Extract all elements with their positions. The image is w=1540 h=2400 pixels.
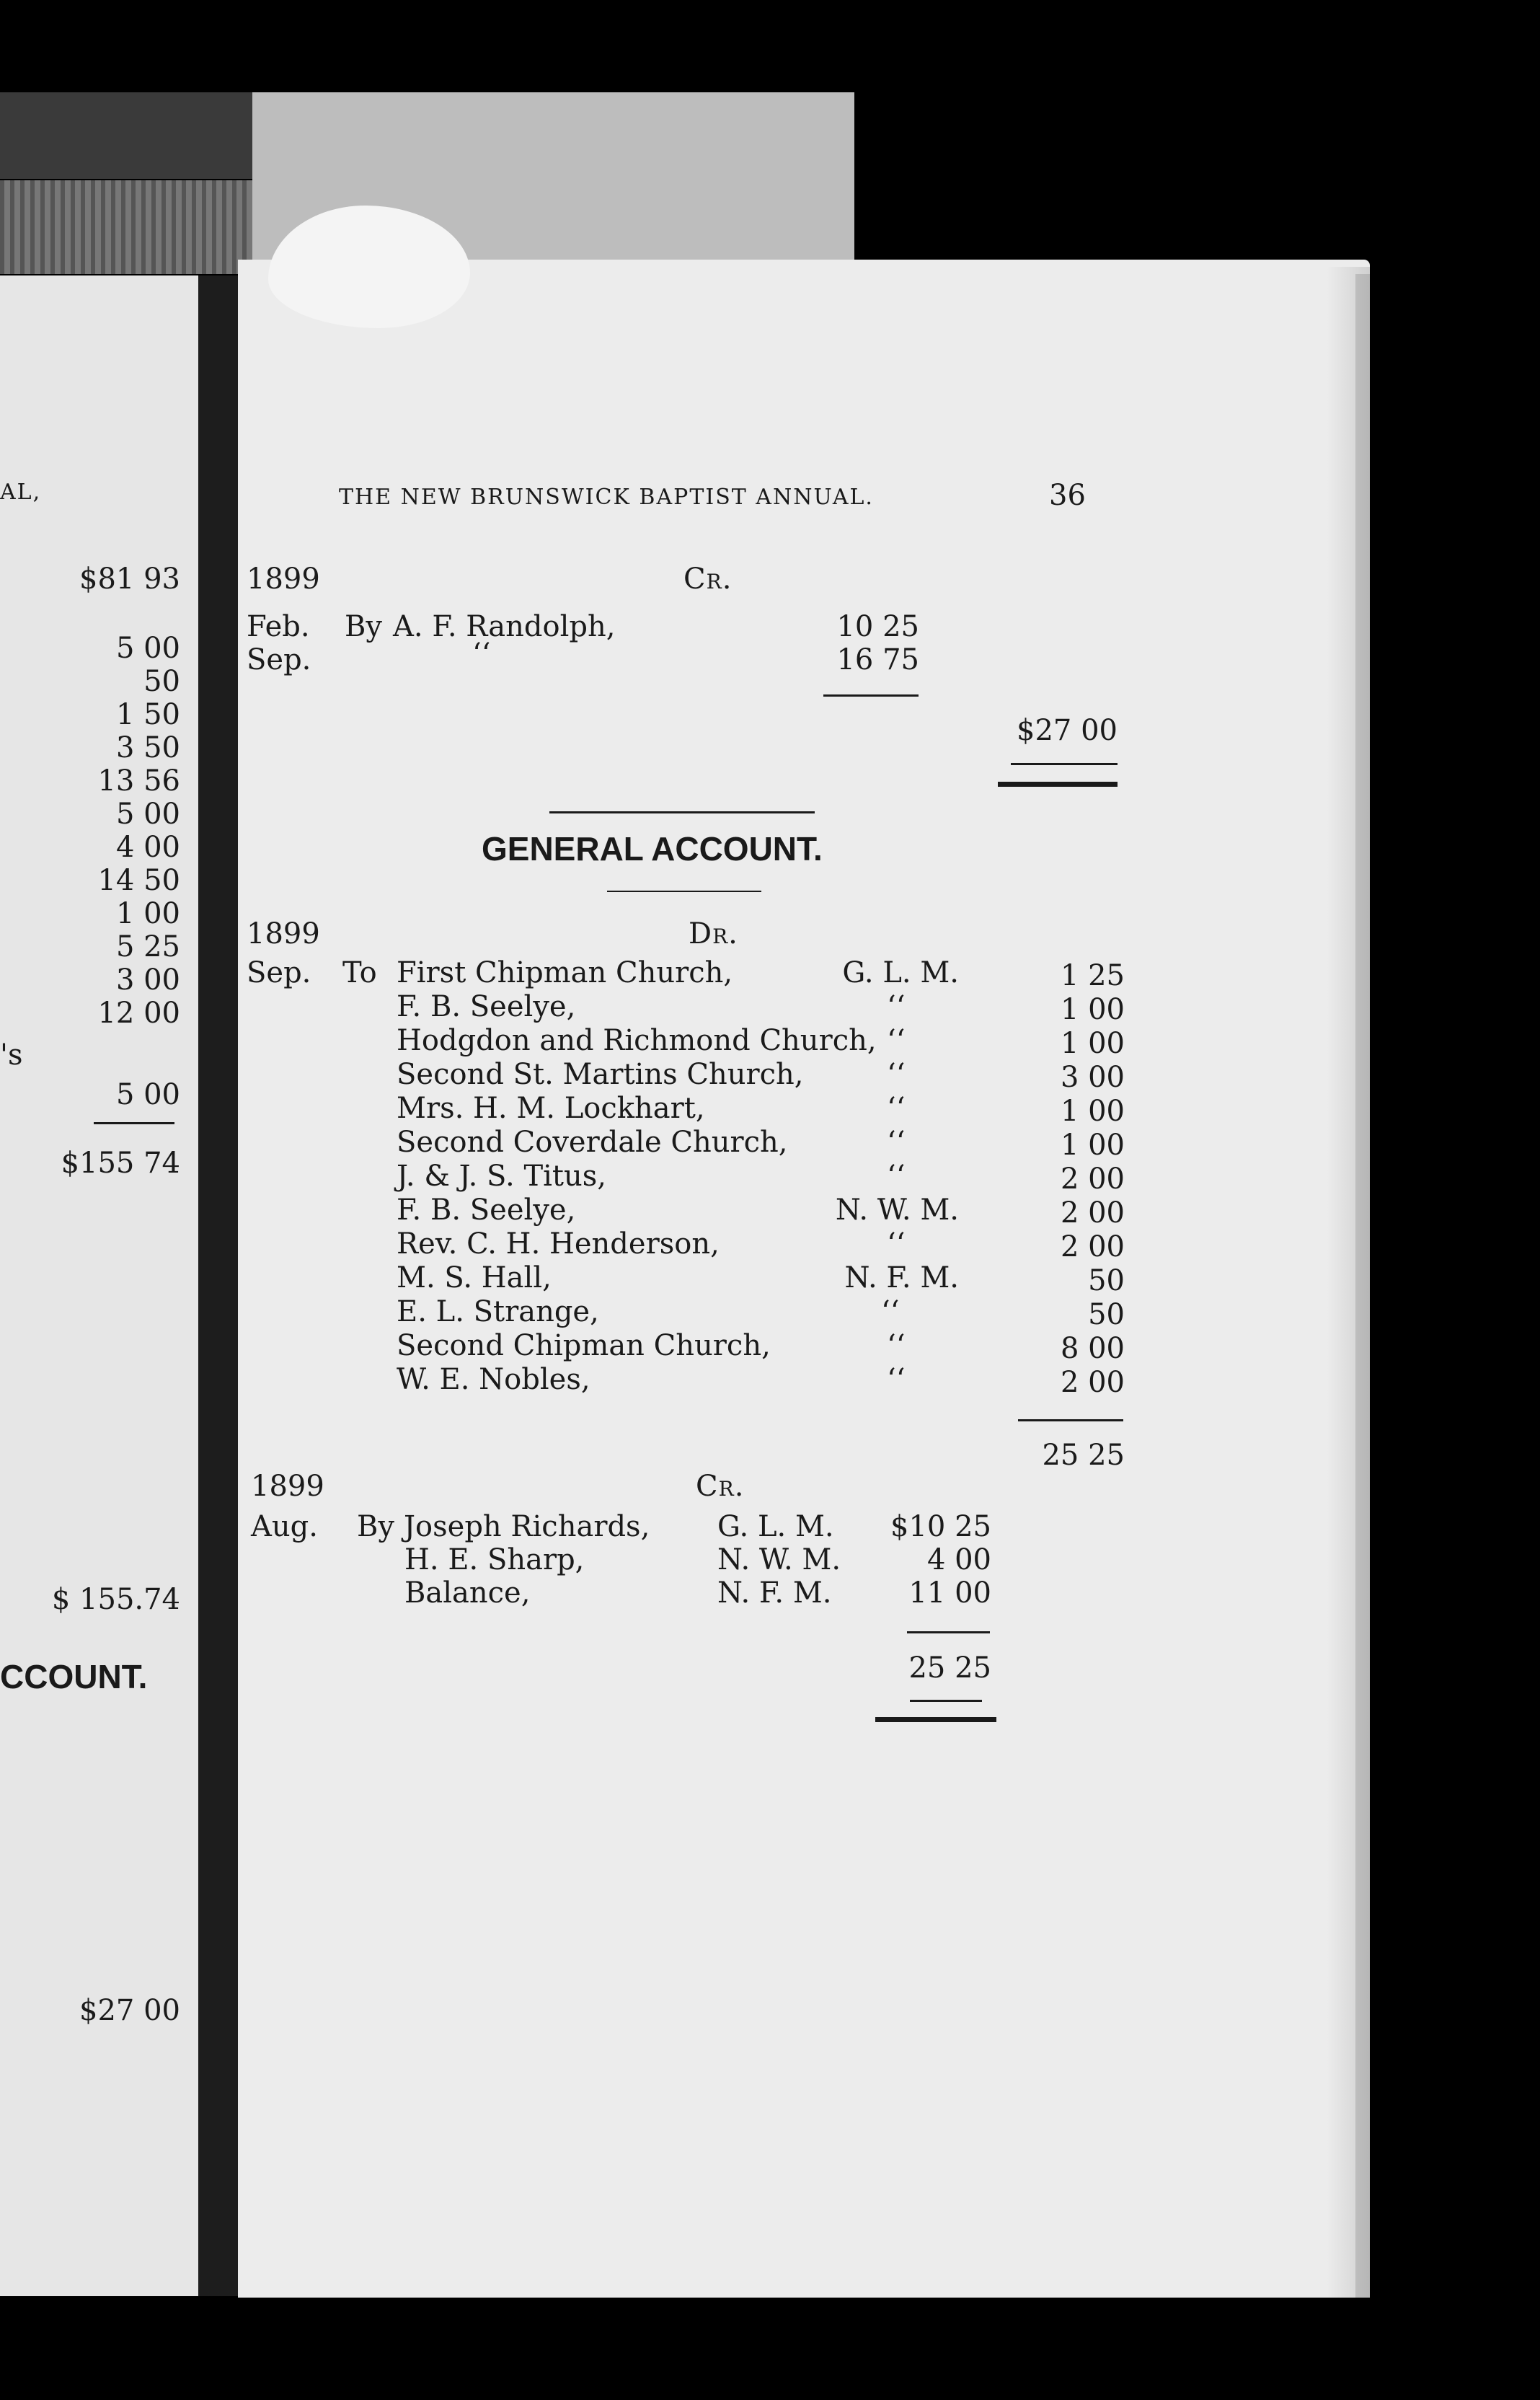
debit-ditto-mark: ‘‘ bbox=[887, 1160, 906, 1193]
debit-entry-name: E. L. Strange, bbox=[397, 1295, 599, 1328]
debit-side-label: Dr. bbox=[689, 917, 738, 950]
first-credit-year: 1899 bbox=[247, 562, 320, 596]
left-amount: 14 50 bbox=[97, 864, 180, 897]
debit-entry-name: Rev. C. H. Henderson, bbox=[397, 1227, 720, 1261]
left-amount: 3 50 bbox=[115, 731, 180, 764]
credit-entry-fund: N. W. M. bbox=[717, 1543, 841, 1576]
debit-ditto-mark: ‘‘ bbox=[887, 1227, 906, 1261]
credit-entry-name: Joseph Richards, bbox=[404, 1510, 650, 1543]
debit-ditto-mark: ‘‘ bbox=[887, 1126, 906, 1159]
left-subtotal: $155 74 bbox=[61, 1147, 180, 1180]
left-margin-fragment: 's bbox=[0, 1038, 23, 1072]
debit-entry-name: Hodgdon and Richmond Church, bbox=[397, 1024, 877, 1057]
debit-entry-amount: 1 00 bbox=[1060, 993, 1125, 1026]
debit-entry-name: First Chipman Church, bbox=[397, 956, 733, 989]
debit-entry-name: Mrs. H. M. Lockhart, bbox=[397, 1092, 705, 1125]
left-amount: 4 00 bbox=[115, 831, 180, 864]
running-head: THE NEW BRUNSWICK BAPTIST ANNUAL. bbox=[339, 485, 874, 510]
credit-side-label: Cr. bbox=[696, 1470, 745, 1503]
debit-entry-name: F. B. Seelye, bbox=[397, 1194, 576, 1227]
left-bottom-total: $27 00 bbox=[79, 1994, 180, 2027]
left-amount: 3 00 bbox=[115, 963, 180, 997]
left-last-amount: 5 00 bbox=[115, 1078, 180, 1111]
debit-entry-name: M. S. Hall, bbox=[397, 1261, 552, 1294]
debit-ditto-mark: ‘‘ bbox=[881, 1295, 900, 1328]
first-credit-side-label: Cr. bbox=[683, 562, 733, 596]
credit-total: 25 25 bbox=[908, 1651, 991, 1685]
book-binding-strip bbox=[0, 180, 252, 274]
first-credit-prefix: By bbox=[345, 610, 382, 643]
debit-entry-amount: 1 00 bbox=[1060, 1129, 1125, 1162]
first-credit-ditto-mark: ‘‘ bbox=[472, 638, 491, 671]
credit-entry-name: Balance, bbox=[404, 1576, 531, 1610]
debit-sum-rule bbox=[1018, 1419, 1123, 1421]
credit-month: Aug. bbox=[251, 1510, 318, 1543]
credit-double-rule bbox=[875, 1717, 996, 1722]
page-number: 36 bbox=[1049, 479, 1086, 512]
first-credit-total: $27 00 bbox=[1017, 714, 1118, 747]
left-amount: 1 50 bbox=[115, 698, 180, 731]
debit-amount-column bbox=[1009, 959, 1125, 1400]
background-top bbox=[0, 0, 1540, 79]
debit-ditto-mark: ‘‘ bbox=[887, 1092, 906, 1125]
credit-fund-column bbox=[717, 1510, 841, 1610]
left-amount: 12 00 bbox=[97, 997, 180, 1030]
left-running-head-fragment: AL, bbox=[0, 480, 42, 505]
section-divider-top bbox=[549, 811, 815, 813]
credit-name-column bbox=[404, 1510, 650, 1610]
debit-ditto-mark: ‘‘ bbox=[887, 990, 906, 1023]
credit-total-rule bbox=[910, 1700, 982, 1702]
credit-entry-amount: $10 25 bbox=[890, 1510, 991, 1543]
first-credit-double-rule bbox=[998, 782, 1118, 787]
debit-entry-name: Second Coverdale Church, bbox=[397, 1126, 788, 1159]
page-shadow bbox=[1327, 267, 1370, 2298]
debit-month: Sep. bbox=[247, 956, 311, 989]
left-amount: 5 00 bbox=[115, 632, 180, 665]
left-amount-column bbox=[43, 632, 180, 1030]
debit-entry-fund: N. W. M. bbox=[835, 1194, 959, 1227]
debit-entry-name: Second St. Martins Church, bbox=[397, 1058, 804, 1091]
background-binding-dark bbox=[0, 92, 252, 179]
book-spine bbox=[198, 275, 238, 2296]
left-amount: 5 00 bbox=[115, 798, 180, 831]
debit-entry-amount: 2 00 bbox=[1060, 1366, 1125, 1399]
first-credit-amount: 16 75 bbox=[836, 643, 919, 676]
debit-ditto-mark: ‘‘ bbox=[887, 1329, 906, 1362]
section-divider-bottom bbox=[607, 891, 761, 892]
left-amount: 13 56 bbox=[97, 764, 180, 798]
debit-entry-amount: 1 00 bbox=[1060, 1027, 1125, 1060]
section-title: GENERAL ACCOUNT. bbox=[482, 830, 823, 868]
debit-entry-name: W. E. Nobles, bbox=[397, 1363, 590, 1396]
debit-year: 1899 bbox=[247, 917, 320, 950]
debit-entry-amount: 2 00 bbox=[1060, 1230, 1125, 1263]
left-carried-total: $ 155.74 bbox=[51, 1583, 180, 1616]
credit-sum-rule bbox=[907, 1631, 990, 1633]
credit-entry-amount: 4 00 bbox=[926, 1543, 991, 1576]
debit-entry-amount: 8 00 bbox=[1060, 1332, 1125, 1365]
debit-fund-column bbox=[800, 956, 959, 1397]
debit-entry-fund: G. L. M. bbox=[842, 956, 959, 989]
debit-entry-amount: 50 bbox=[1088, 1298, 1125, 1331]
debit-entry-name: Second Chipman Church, bbox=[397, 1329, 771, 1362]
left-heading-fragment: CCOUNT. bbox=[0, 1658, 148, 1695]
first-credit-amount: 10 25 bbox=[836, 610, 919, 643]
left-amount: 50 bbox=[143, 665, 180, 698]
left-amount: 5 25 bbox=[115, 930, 180, 963]
credit-year: 1899 bbox=[251, 1470, 324, 1503]
first-credit-total-rule bbox=[1011, 763, 1118, 765]
debit-entry-amount: 2 00 bbox=[1060, 1162, 1125, 1196]
credit-prefix: By bbox=[357, 1510, 394, 1543]
debit-entry-amount: 1 25 bbox=[1060, 959, 1125, 992]
credit-entry-name: H. E. Sharp, bbox=[404, 1543, 585, 1576]
background-bottom bbox=[0, 2298, 1540, 2400]
debit-entry-name: F. B. Seelye, bbox=[397, 990, 576, 1023]
debit-entry-amount: 50 bbox=[1088, 1264, 1125, 1297]
left-amount: 1 00 bbox=[115, 897, 180, 930]
credit-entry-fund: G. L. M. bbox=[717, 1510, 834, 1543]
debit-ditto-mark: ‘‘ bbox=[887, 1363, 906, 1396]
credit-amount-column bbox=[876, 1510, 991, 1610]
credit-entry-fund: N. F. M. bbox=[717, 1576, 832, 1610]
debit-ditto-mark: ‘‘ bbox=[887, 1024, 906, 1057]
debit-prefix: To bbox=[342, 956, 377, 989]
left-top-total: $81 93 bbox=[79, 562, 180, 596]
debit-entry-amount: 1 00 bbox=[1060, 1095, 1125, 1128]
left-subtotal-rule bbox=[94, 1122, 174, 1124]
debit-total: 25 25 bbox=[1042, 1439, 1125, 1472]
first-credit-name: A. F. Randolph, bbox=[393, 610, 616, 643]
debit-ditto-mark: ‘‘ bbox=[887, 1058, 906, 1091]
debit-entry-name: J. & J. S. Titus, bbox=[397, 1160, 606, 1193]
first-credit-month: Feb. bbox=[247, 610, 310, 643]
credit-entry-amount: 11 00 bbox=[908, 1576, 991, 1610]
debit-entry-amount: 2 00 bbox=[1060, 1196, 1125, 1230]
first-credit-month: Sep. bbox=[247, 643, 311, 676]
debit-entry-fund: N. F. M. bbox=[844, 1261, 959, 1294]
debit-entry-amount: 3 00 bbox=[1060, 1061, 1125, 1094]
first-credit-sum-rule bbox=[823, 694, 919, 697]
